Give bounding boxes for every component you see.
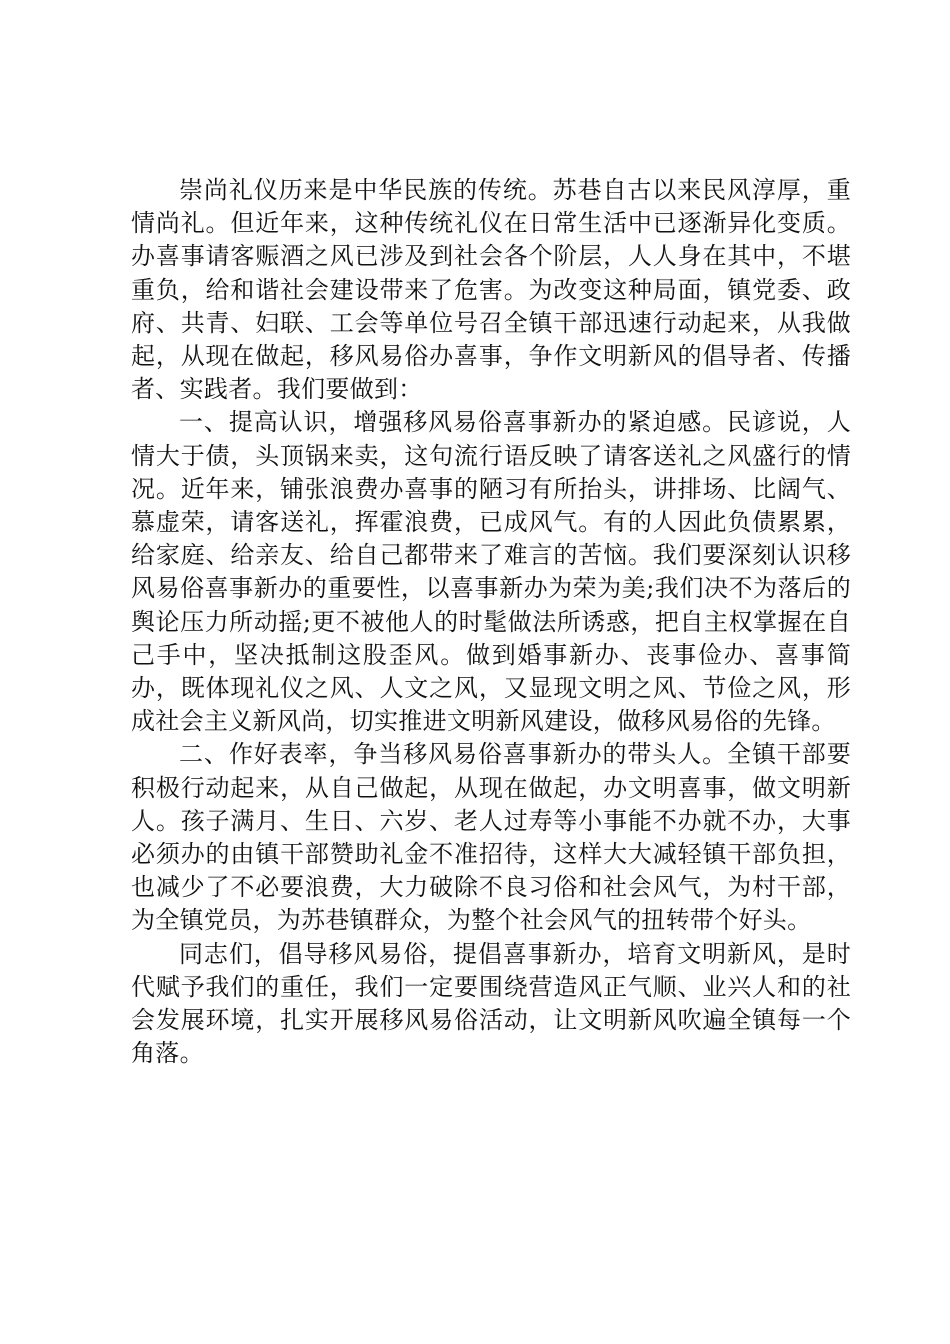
document-body [131, 174, 851, 1070]
paragraph-intro: 崇尚礼仪历来是中华民族的传统。苏巷自古以来民风淳厚，重情尚礼。但近年来，这种传统礼仪在日常生活中已逐渐异化变质。办喜事请客赈酒之风已涉及到社会各个阶层，人人身在其中，不堪重负，给和谐社会建设带来了危害。为改变这种局面，镇党委、政府、共青、妇联、工会等单位号召全镇干部迅速行动起来，从我做起，从现在做起，移风易俗办喜事，争作文明新风的倡导者、传播者、实践者。我们要做到： [131, 176, 851, 404]
paragraph-point-two: 二、作好表率，争当移风易俗喜事新办的带头人。全镇干部要积极行动起来，从自己做起，从现在做起，办文明喜事，做文明新人。孩子满月、生日、六岁、老人过寿等小事能不办就不办，大事必须办的由镇干部赞助礼金不准招待，这样大大减轻镇干部负担，也减少了不必要浪费，大力破除不良习俗和社会风气，为村干部，为全镇党员，为苏巷镇群众，为整个社会风气的扭转带个好头。 [131, 740, 851, 935]
paragraph-conclusion: 同志们，倡导移风易俗，提倡喜事新办，培育文明新风，是时代赋予我们的重任，我们一定要围绕营造风正气顺、业兴人和的社会发展环境，扎实开展移风易俗活动，让文明新风吹遍全镇每一个角落。 [131, 939, 851, 1068]
paragraph-point-one: 一、提高认识，增强移风易俗喜事新办的紧迫感。民谚说，人情大于债，头顶锅来卖，这句流行语反映了请客送礼之风盛行的情况。近年来，铺张浪费办喜事的陋习有所抬头，讲排场、比阔气、慕虚荣，请客送礼，挥霍浪费，已成风气。有的人因此负债累累，给家庭、给亲友、给自己都带来了难言的苦恼。我们要深刻认识移风易俗喜事新办的重要性，以喜事新办为荣为美;我们决不为落后的舆论压力所动摇;更不被他人的时髦做法所诱惑，把自主权掌握在自己手中，坚决抵制这股歪风。做到婚事新办、丧事俭办、喜事简办，既体现礼仪之风、人文之风，又显现文明之风、节俭之风，形成社会主义新风尚，切实推进文明新风建设，做移风易俗的先锋。 [131, 408, 851, 736]
